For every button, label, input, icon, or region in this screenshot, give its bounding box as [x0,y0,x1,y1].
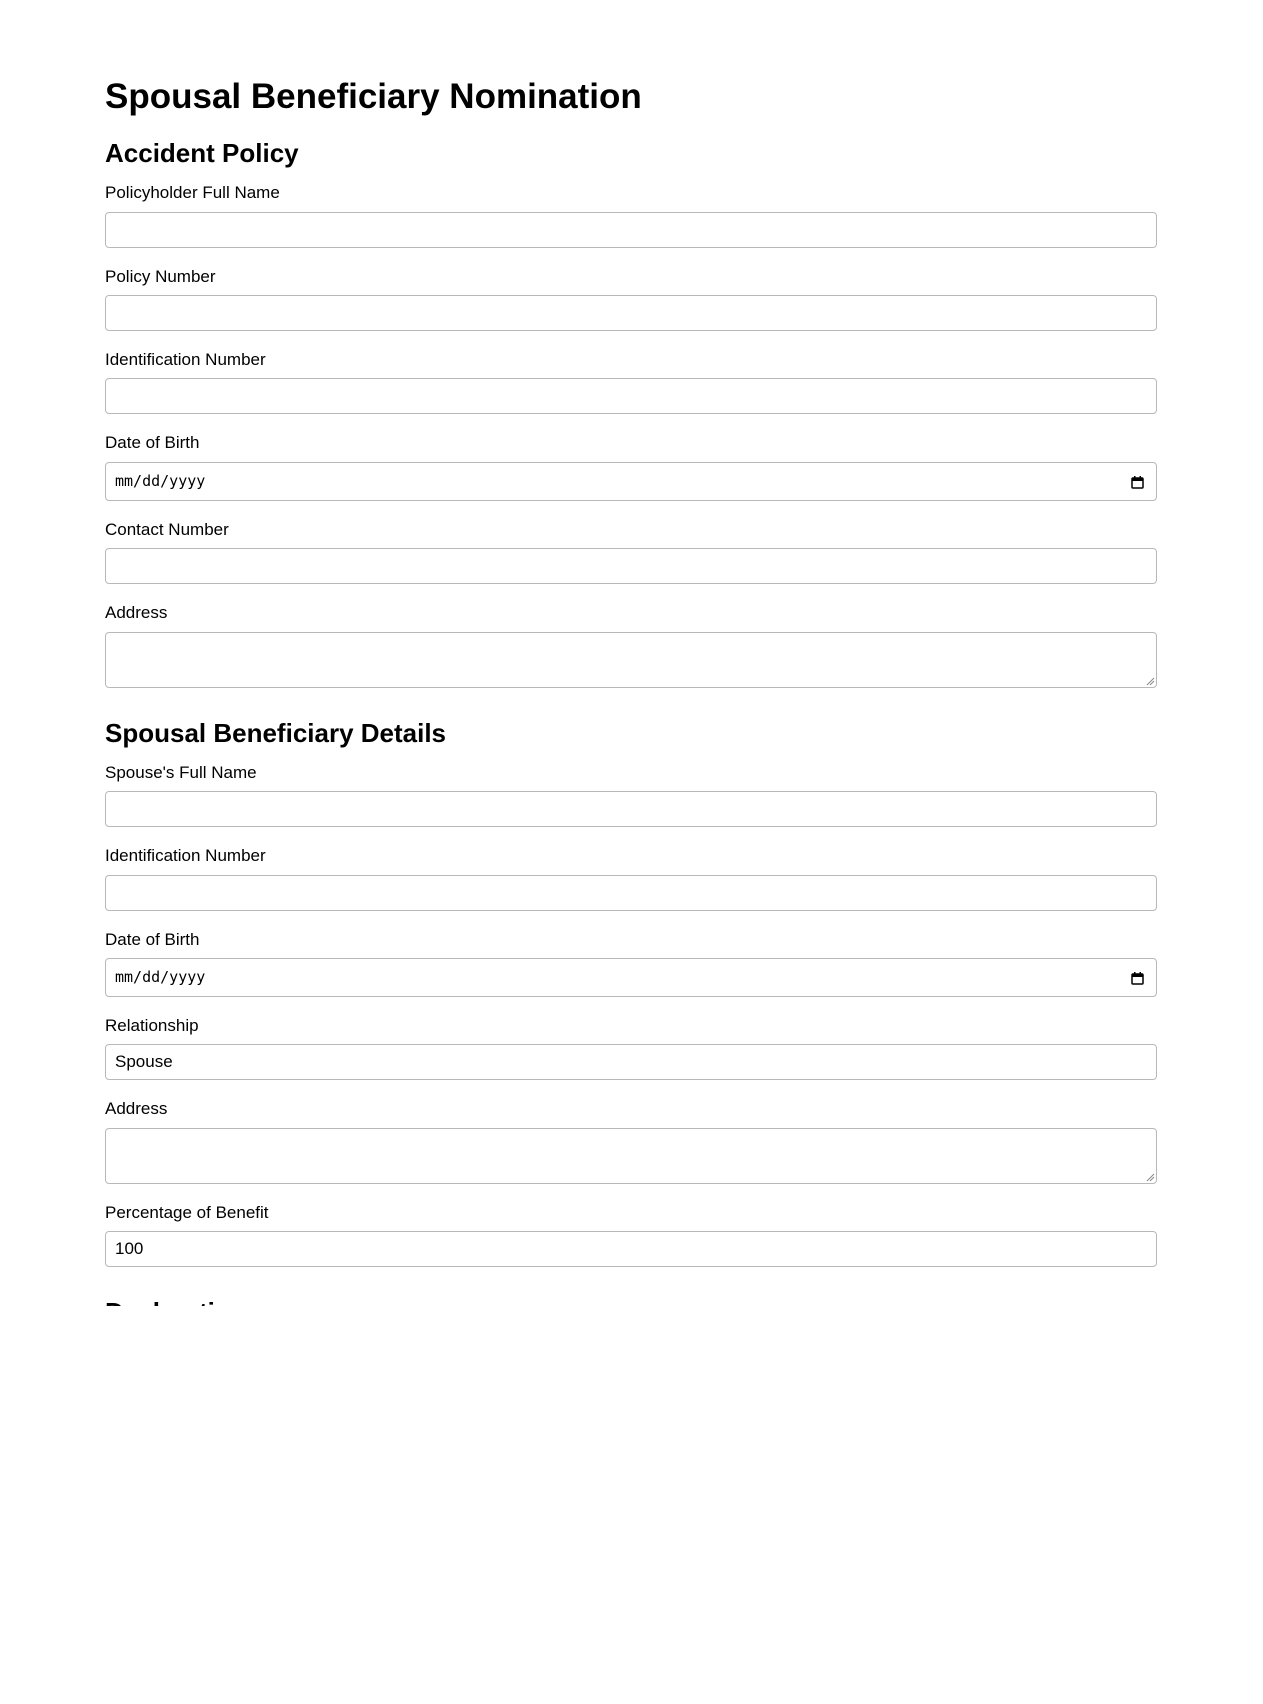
percentage-of-benefit-label: Percentage of Benefit [105,1202,269,1222]
policyholder-dob-input[interactable] [105,462,1157,501]
policyholder-full-name-field [105,183,1157,247]
contact-number-field [105,520,1157,584]
percentage-of-benefit-field [105,1203,1157,1267]
policyholder-address-textarea[interactable] [105,632,1157,688]
relationship-field [105,1016,1157,1080]
policyholder-id-number-label: Identification Number [105,349,266,369]
spouse-full-name-field [105,763,1157,827]
spouse-dob-field [105,930,1157,997]
relationship-label: Relationship [105,1015,199,1035]
spouse-dob-input[interactable] [105,958,1157,997]
calendar-icon[interactable] [1131,971,1144,984]
policy-number-input[interactable] [105,295,1157,331]
resize-handle-icon[interactable] [1146,1173,1154,1181]
percentage-of-benefit-input[interactable]: 100 [105,1231,1157,1267]
spousal-beneficiary-section [105,718,1157,1268]
policyholder-id-number-field [105,350,1157,414]
policyholder-full-name-label: Policyholder Full Name [105,183,280,203]
accident-policy-section [105,138,1157,688]
policyholder-dob-placeholder: mm/dd/yyyy [115,472,206,491]
spouse-id-number-field [105,846,1157,910]
blank-area [0,1306,1263,1704]
policy-number-label: Policy Number [105,266,216,286]
policyholder-id-number-input[interactable] [105,378,1157,414]
spouse-dob-label: Date of Birth [105,929,200,949]
spouse-id-number-input[interactable] [105,875,1157,911]
spouse-id-number-label: Identification Number [105,846,266,866]
policyholder-full-name-input[interactable] [105,212,1157,248]
section-heading-accident-policy: Accident Policy [105,138,299,168]
calendar-icon[interactable] [1131,475,1144,488]
policyholder-address-label: Address [105,603,168,623]
spouse-address-textarea[interactable] [105,1128,1157,1184]
policyholder-dob-label: Date of Birth [105,433,200,453]
spouse-dob-placeholder: mm/dd/yyyy [115,968,206,987]
policyholder-dob-field [105,433,1157,500]
resize-handle-icon[interactable] [1146,677,1154,685]
section-heading-spousal-beneficiary: Spousal Beneficiary Details [105,717,447,748]
policy-number-field [105,267,1157,331]
spouse-address-field [105,1099,1157,1183]
spouse-full-name-label: Spouse's Full Name [105,762,257,782]
relationship-input[interactable]: Spouse [105,1044,1157,1080]
contact-number-label: Contact Number [105,519,229,539]
contact-number-input[interactable] [105,548,1157,584]
policyholder-address-field [105,603,1157,687]
spouse-full-name-input[interactable] [105,791,1157,827]
spouse-address-label: Address [105,1099,168,1119]
page-title: Spousal Beneficiary Nomination [105,77,642,116]
